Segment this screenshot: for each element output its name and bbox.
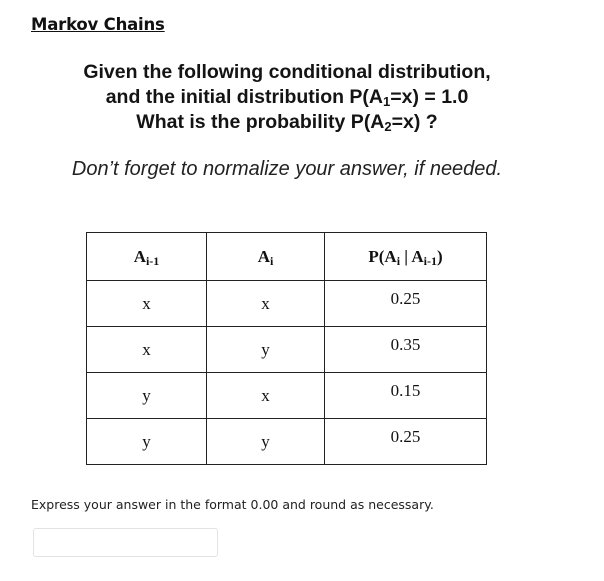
question-line-3-text-end: =x) ? [391, 111, 438, 133]
cell-probability: 0.25 [325, 419, 487, 465]
page-title: Markov Chains [31, 15, 165, 34]
header-prob-mid: | A [400, 246, 424, 266]
answer-format-instructions: Express your answer in the format 0.00 and round as necessary. [31, 497, 434, 512]
header-prev-subscript: i-1 [145, 253, 160, 268]
table-row [87, 419, 487, 465]
table-header-row [87, 233, 487, 281]
header-cur-subscript: i [269, 253, 274, 268]
header-prob-pre: P(A [368, 246, 397, 266]
cell-prev-state: x [87, 281, 207, 327]
header-prev-state [87, 233, 207, 281]
table-row [87, 281, 487, 327]
question-text [0, 60, 574, 135]
table-row [87, 327, 487, 373]
question-line-1: Given the following conditional distribution, [83, 61, 491, 83]
question-line-2-subscript: 1 [383, 94, 391, 109]
answer-input[interactable] [33, 528, 218, 557]
cell-probability: 0.15 [325, 373, 487, 419]
question-line-2-text-end: =x) = 1.0 [390, 86, 469, 108]
cell-current-state: x [207, 373, 325, 419]
header-prob-post: ) [436, 246, 443, 266]
question-line-3-subscript: 2 [384, 119, 392, 134]
cell-current-state: y [207, 419, 325, 465]
conditional-distribution-table [86, 232, 487, 465]
table-row [87, 373, 487, 419]
question-line-3-text: What is the probability P(A [136, 111, 385, 133]
cell-current-state: y [207, 327, 325, 373]
cell-probability: 0.35 [325, 327, 487, 373]
normalize-reminder: Don’t forget to normalize your answer, if needed. [71, 158, 503, 180]
cell-current-state: x [207, 281, 325, 327]
cell-prev-state: x [87, 327, 207, 373]
header-cur-base: A [257, 246, 270, 266]
cell-prev-state: y [87, 419, 207, 465]
question-line-3 [0, 110, 574, 135]
question-line-2-text: and the initial distribution P(A [105, 86, 384, 108]
header-current-state [207, 233, 325, 281]
cell-probability: 0.25 [325, 281, 487, 327]
cell-prev-state: y [87, 373, 207, 419]
header-prob-sub1: i [396, 253, 401, 268]
header-prev-base: A [133, 246, 146, 266]
header-prob-sub2: i-1 [423, 253, 437, 268]
question-line-2 [0, 85, 574, 110]
header-probability [325, 233, 487, 281]
